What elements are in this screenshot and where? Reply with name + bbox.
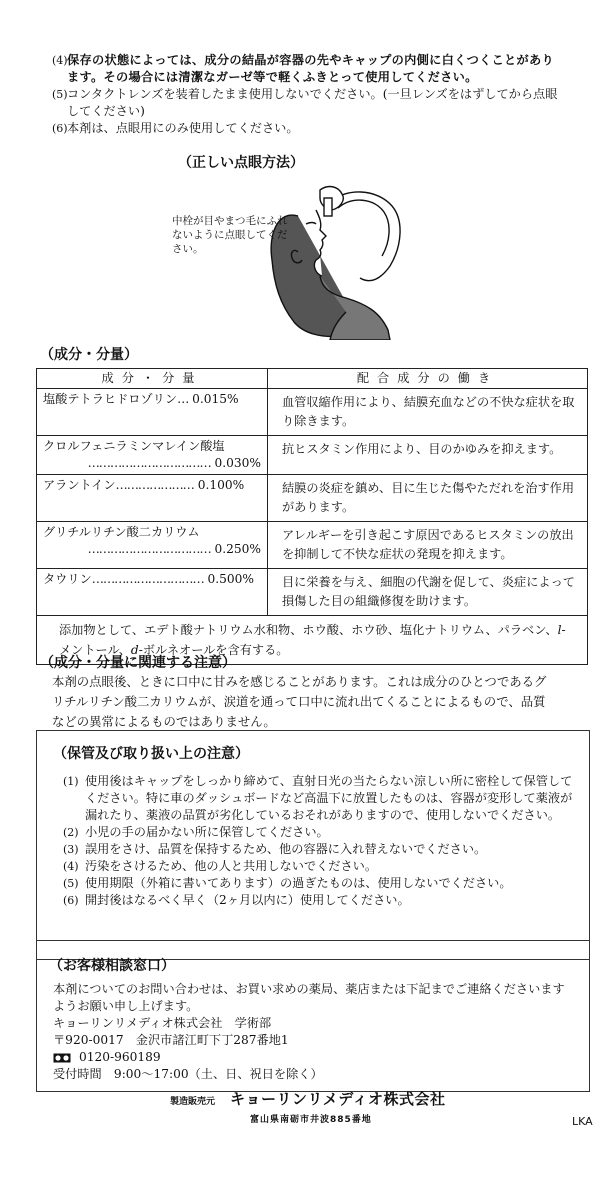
ingredients-table: [36, 368, 588, 665]
ingredient-cell: [37, 389, 268, 436]
product-code: LKA: [572, 1115, 593, 1128]
contact-intro: 本剤についてのお問い合わせは、お買い求めの薬局、薬店または下記までご連絡くださいますようお願い申し上げます。: [53, 982, 565, 1013]
maker-address: 富山県南砺市井波885番地: [250, 1115, 372, 1125]
ingredient-cell: [37, 569, 268, 616]
eye-line: [306, 223, 316, 225]
list-item: [63, 858, 573, 875]
maker-name: キョーリンリメディオ株式会社: [230, 1090, 446, 1108]
ingredients-title: （成分・分量）: [40, 347, 138, 363]
additive-prefix-l: l: [557, 623, 562, 637]
item-number: (4): [63, 860, 79, 873]
table-row: [37, 522, 588, 569]
effect-cell: 結膜の炎症を鎮め、目に生じた傷やただれを治す作用があります。: [268, 475, 588, 522]
item-text: 小児の手の届かない所に保管してください。: [85, 825, 329, 839]
item-text: 開封後はなるべく早く（2ヶ月以内に）使用してください。: [85, 893, 410, 907]
ingredient-name: アラントイン: [43, 478, 116, 492]
item-number: (6): [52, 122, 68, 135]
ingredient-caution-text: 本剤の点眼後、ときに口中に甘みを感じることがあります。これは成分のひとつであるグリチルリチン酸二カリウムが、涙道を通って口中に流れ出てくることによるもので、品質などの異常によるものではありません。: [52, 674, 547, 729]
ingredient-amount: 0.250%: [214, 542, 261, 556]
effect-cell: 血管収縮作用により、結膜充血などの不快な症状を取り除きます。: [268, 389, 588, 436]
table-row: [37, 569, 588, 616]
leader-dots: …………………………: [91, 572, 204, 586]
ingredient-name: 塩酸テトラヒドロゾリン: [43, 392, 178, 406]
maker-label: 製造販売元: [170, 1097, 216, 1107]
item-number: (3): [63, 843, 79, 856]
item-number: (1): [63, 775, 79, 788]
contact-company: キョーリンリメディオ株式会社 学術部: [53, 1016, 272, 1030]
item-text: 汚染をさけるため、他の人と共用しないでください。: [85, 859, 378, 873]
contact-details: [53, 981, 573, 1083]
effect-cell: アレルギーを引き起こす原因であるヒスタミンの放出を抑制して不快な症状の発現を抑えます。: [268, 522, 588, 569]
item-text: 本剤は、点眼用にのみ使用してください。: [67, 121, 299, 135]
item-number: (5): [52, 88, 68, 101]
item-text: 使用後はキャップをしっかり締めて、直射日光の当たらない涼しい所に密栓して保管してください。特に車のダッシュボードなど高温下に放置したものは、容器が変形して薬液が漏れたり、薬液の品質が劣化しているおそれがありますので、使用しないでください。: [85, 774, 573, 822]
ingredient-amount: 0.015%: [192, 392, 239, 406]
effect-cell: 抗ヒスタミン作用により、目のかゆみを抑えます。: [268, 436, 588, 475]
contact-box: [36, 940, 590, 1092]
list-item: [63, 841, 573, 858]
table-header-row: [37, 369, 588, 389]
contact-phone-line: [53, 1049, 573, 1066]
table-row: [37, 389, 588, 436]
bottle-shape: [324, 198, 332, 216]
precautions-list: [52, 52, 562, 137]
precaution-item-6: [52, 120, 562, 137]
eye-drop-illustration: [170, 180, 430, 340]
correct-method-title: （正しい点眼方法）: [178, 155, 304, 171]
storage-list: [63, 773, 573, 909]
item-text: 誤用をさけ、品質を保持するため、他の容器に入れ替えないでください。: [85, 842, 487, 856]
precaution-item-5: [52, 86, 562, 120]
item-text: コンタクトレンズを装着したまま使用しないでください。(一旦レンズをはずしてから点眼してください): [67, 87, 558, 118]
storage-title: （保管及び取り扱い上の注意）: [53, 746, 249, 762]
item-number: (2): [63, 826, 79, 839]
free-dial-icon: [53, 1053, 71, 1063]
leader-dots: ……………………………: [87, 542, 211, 556]
item-number: (4): [52, 54, 68, 67]
additives-text: -メントール、: [59, 623, 566, 657]
ingredient-name: タウリン: [43, 572, 92, 586]
item-number: (6): [63, 894, 79, 907]
ingredient-amount: 0.030%: [214, 456, 261, 470]
leader-dots: …: [177, 392, 189, 406]
contact-hours: 受付時間 9:00～17:00（土、日、祝日を除く）: [53, 1067, 323, 1081]
ingredient-name: グリチルリチン酸二カリウム: [43, 525, 200, 539]
item-text: 保存の状態によっては、成分の結晶が容器の先やキャップの内側に白くつくことがあります。その場合には清潔なガーゼ等で軽くふきとって使用してください。: [67, 53, 555, 84]
list-item: [63, 875, 573, 892]
contact-title: （お客様相談窓口）: [49, 958, 175, 974]
table-row: [37, 436, 588, 475]
list-item: [63, 824, 573, 841]
leader-dots: …………………: [115, 478, 194, 492]
header-effects: 配合成分の働き: [268, 369, 588, 389]
item-text: 使用期限（外箱に書いてあります）の過ぎたものは、使用しないでください。: [85, 876, 512, 890]
ingredient-amount: 0.500%: [207, 572, 254, 586]
additives-text: 添加物として、エデト酸ナトリウム水和物、ホウ酸、ホウ砂、塩化ナトリウム、パラベン、: [59, 623, 558, 637]
list-item: [63, 773, 573, 824]
item-number: (5): [63, 877, 79, 890]
list-item: [63, 892, 573, 909]
ingredient-amount: 0.100%: [197, 478, 245, 492]
illustration-caption: 中栓が目やまつ毛にふれないように点眼してください。: [172, 215, 288, 255]
ingredient-cell: [37, 475, 268, 522]
header-ingredients: 成分・分量: [37, 369, 268, 389]
contact-address: 〒920-0017 金沢市諸江町下丁287番地1: [53, 1033, 289, 1047]
additive-prefix-d: d: [130, 643, 139, 657]
additives-text: -ボルネオールを含有する。: [138, 643, 289, 657]
ingredient-cell: [37, 436, 268, 475]
ingredient-name: クロルフェニラミンマレイン酸塩: [43, 439, 225, 453]
storage-box: [36, 730, 590, 960]
ingredient-caution-title: （成分・分量に関連する注意）: [40, 655, 236, 671]
effect-cell: 目に栄養を与え、細胞の代謝を促して、炎症によって損傷した目の組織修復を助けます。: [268, 569, 588, 616]
table-row: [37, 475, 588, 522]
leader-dots: ……………………………: [87, 456, 211, 470]
contact-phone: 0120-960189: [79, 1050, 161, 1064]
ingredient-cell: [37, 522, 268, 569]
precaution-item-4: [52, 52, 562, 86]
